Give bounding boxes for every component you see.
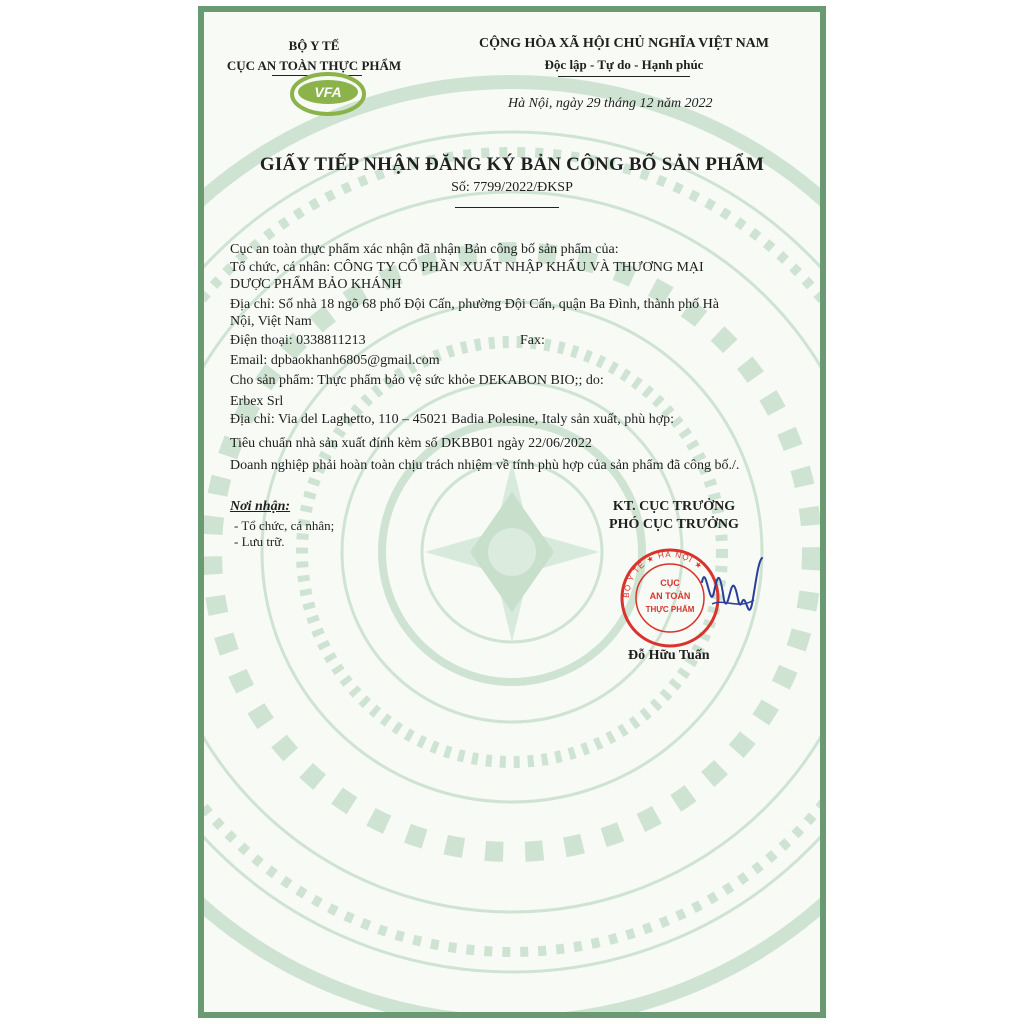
phone-number: Điện thoại: 0338811213 xyxy=(230,333,366,348)
email-address: Email: dpbaokhanh6805@gmail.com xyxy=(230,353,440,368)
signature-title1: KT. CỤC TRƯỞNG xyxy=(612,499,736,514)
issue-date: Hà Nội, ngày 29 tháng 12 năm 2022 xyxy=(508,96,713,111)
svg-text:VFA: VFA xyxy=(314,84,342,100)
vfa-logo-icon xyxy=(288,70,368,118)
signature-title2: PHÓ CỤC TRƯỞNG xyxy=(609,517,739,532)
ministry-name: BỘ Y TẾ xyxy=(288,38,340,53)
svg-text:THỰC PHẨM: THỰC PHẨM xyxy=(645,605,695,614)
department-name: CỤC AN TOÀN THỰC PHẨM xyxy=(226,58,402,73)
svg-text:AN TOÀN: AN TOÀN xyxy=(649,591,691,601)
product-name: Cho sản phẩm: Thực phẩm bảo vệ sức khỏe DEKABON BIO;; do: xyxy=(230,373,604,388)
motto-underline xyxy=(558,76,690,77)
document-border xyxy=(198,6,826,1018)
address-line1: Địa chỉ: Số nhà 18 ngõ 68 phố Đội Cấn, phường Đội Cấn, quận Ba Đình, thành phố Hà xyxy=(230,297,719,312)
manufacturer-name: Erbex Srl xyxy=(230,394,284,409)
recipient-item: - Lưu trữ. xyxy=(234,534,285,549)
manufacturer-address: Địa chỉ: Via del Laghetto, 110 – 45021 Badia Polesine, Italy sản xuất, phù hợp: xyxy=(230,412,674,427)
organization-line1: Tổ chức, cá nhân: CÔNG TY CỔ PHẦN XUẤT NHẬP KHẨU VÀ THƯƠNG MẠI xyxy=(230,260,704,275)
standard-reference: Tiêu chuẩn nhà sản xuất đính kèm số DKBB01 ngày 22/06/2022 xyxy=(230,436,592,451)
document-number: Số: 7799/2022/ĐKSP xyxy=(451,180,573,195)
country-name: CỘNG HÒA XÃ HỘI CHỦ NGHĨA VIỆT NAM xyxy=(478,36,769,51)
title-underline xyxy=(455,207,559,208)
handwritten-signature-icon xyxy=(694,552,774,624)
responsibility-statement: Doanh nghiệp phải hoàn toàn chịu trách nhiệm về tính phù hợp của sản phẩm đã công bố./. xyxy=(230,458,740,473)
address-line2: Nội, Việt Nam xyxy=(230,314,312,329)
recipients-heading: Nơi nhận: xyxy=(230,499,291,514)
fax-label: Fax: xyxy=(520,333,545,348)
recipient-item: - Tổ chức, cá nhân; xyxy=(234,518,335,533)
national-motto: Độc lập - Tự do - Hạnh phúc xyxy=(544,57,704,72)
organization-line2: DƯỢC PHẨM BẢO KHÁNH xyxy=(230,277,402,292)
svg-text:CỤC: CỤC xyxy=(660,578,680,588)
document-paper xyxy=(204,12,820,1012)
svg-text:BỘ Y TẾ ★ HÀ NỘI ★: BỘ Y TẾ ★ HÀ NỘI ★ xyxy=(621,549,705,599)
document-title: GIẤY TIẾP NHẬN ĐĂNG KÝ BẢN CÔNG BỐ SẢN PHẨM xyxy=(259,154,765,175)
confirmation-text: Cục an toàn thực phẩm xác nhận đã nhận Bản công bố sản phẩm của: xyxy=(230,242,619,257)
signatory-name: Đỗ Hữu Tuấn xyxy=(628,648,710,663)
